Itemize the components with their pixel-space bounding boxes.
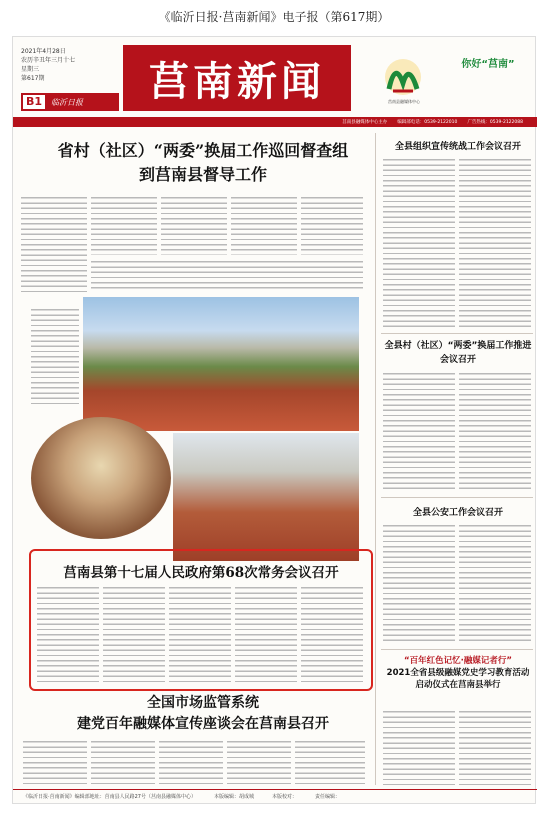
article-text-block	[91, 259, 363, 289]
info-line	[13, 117, 537, 127]
top-title: 《临沂日报·莒南新闻》电子报（第617期）	[158, 9, 390, 24]
highlighted-article-headline: 莒南县第十七届人民政府第68次常务会议召开	[63, 565, 339, 581]
photo-caption-text	[31, 307, 79, 407]
article-text-block	[23, 739, 87, 785]
bottom-headline-line1: 全国市场监管系统	[147, 695, 259, 711]
article-text-block	[383, 157, 455, 327]
info-item: 莒南县融媒体中心主办	[342, 120, 388, 125]
slogan: 你好“莒南”	[461, 58, 515, 70]
column-divider	[375, 133, 376, 785]
article-text-block	[169, 585, 231, 683]
footer-proofreader: 本版校对：	[271, 794, 297, 800]
newspaper-flag: 莒南新闻	[123, 45, 351, 111]
right-headline-4[interactable]	[383, 655, 533, 691]
article-text-block	[91, 195, 157, 255]
article-text-block	[459, 371, 531, 491]
right-headline-1[interactable]: 全县组织宣传统战工作会议召开	[394, 142, 521, 152]
footer-chief-editor: 责任编辑：	[315, 794, 341, 800]
date-box	[21, 47, 111, 83]
article-text-block	[383, 371, 455, 491]
section-divider	[381, 649, 533, 650]
article-text-block	[161, 195, 227, 255]
highlighted-article[interactable]	[29, 549, 373, 691]
weekday-line: 星期三	[21, 66, 40, 73]
right-headline-4-line1: “百年红色记忆·融媒记者行”	[404, 656, 512, 666]
footer-editor: 本版编辑：胡成城	[213, 794, 254, 800]
right-headline-4-line2: 2021全省县级融媒党史学习教育活动启动仪式在莒南县举行	[386, 668, 530, 690]
main-headline-line2: 到莒南县督导工作	[138, 165, 267, 184]
article-text-block	[231, 195, 297, 255]
paper-name: 临沂日报	[51, 97, 84, 107]
article-text-block	[235, 585, 297, 683]
article-text-block	[91, 739, 155, 785]
section-divider	[381, 333, 533, 334]
article-text-block	[295, 739, 365, 785]
article-text-block	[383, 709, 455, 785]
article-text-block	[301, 195, 363, 255]
photo-students	[173, 433, 359, 561]
info-item: 广告热线：0539-2122088	[467, 120, 523, 125]
page-code: B1	[23, 95, 45, 109]
issue-line: 第617期	[21, 75, 45, 82]
photo-performer	[31, 417, 171, 539]
article-text-block	[21, 195, 87, 295]
article-text-block	[383, 523, 455, 643]
newspaper-page	[12, 36, 536, 804]
date-line: 2021年4月28日	[21, 48, 66, 55]
main-headline[interactable]	[43, 139, 363, 187]
article-text-block	[459, 157, 531, 327]
footer-address: 《临沂日报·莒南新闻》编辑部地址：莒南县人民路27号（莒南县融媒体中心）	[23, 794, 196, 800]
bottom-headline[interactable]	[33, 693, 373, 735]
photo-ceremony	[83, 297, 359, 431]
section-divider	[381, 497, 533, 498]
article-text-block	[301, 585, 363, 683]
article-text-block	[459, 709, 531, 785]
bottom-headline-line2: 建党百年融媒体宣传座谈会在莒南县召开	[77, 716, 329, 732]
main-headline-line1: 省村（社区）“两委”换届工作巡回督查组	[57, 141, 349, 160]
article-text-block	[459, 523, 531, 643]
right-headline-2[interactable]: 全县村（社区）“两委”换届工作推进会议召开	[384, 341, 532, 365]
masthead	[13, 37, 537, 125]
page-footer	[13, 789, 537, 803]
article-text-block	[159, 739, 223, 785]
lunar-date-line: 农历辛丑年三月十七	[21, 57, 76, 64]
logo-text: 莒南县融媒体中心	[388, 99, 420, 104]
info-item: 编辑部电话：0539-2122010	[397, 120, 458, 125]
article-text-block	[103, 585, 165, 683]
right-headline-3[interactable]: 全县公安工作会议召开	[412, 508, 503, 518]
page-tag	[21, 93, 119, 111]
article-text-block	[37, 585, 99, 683]
article-text-block	[227, 739, 291, 785]
